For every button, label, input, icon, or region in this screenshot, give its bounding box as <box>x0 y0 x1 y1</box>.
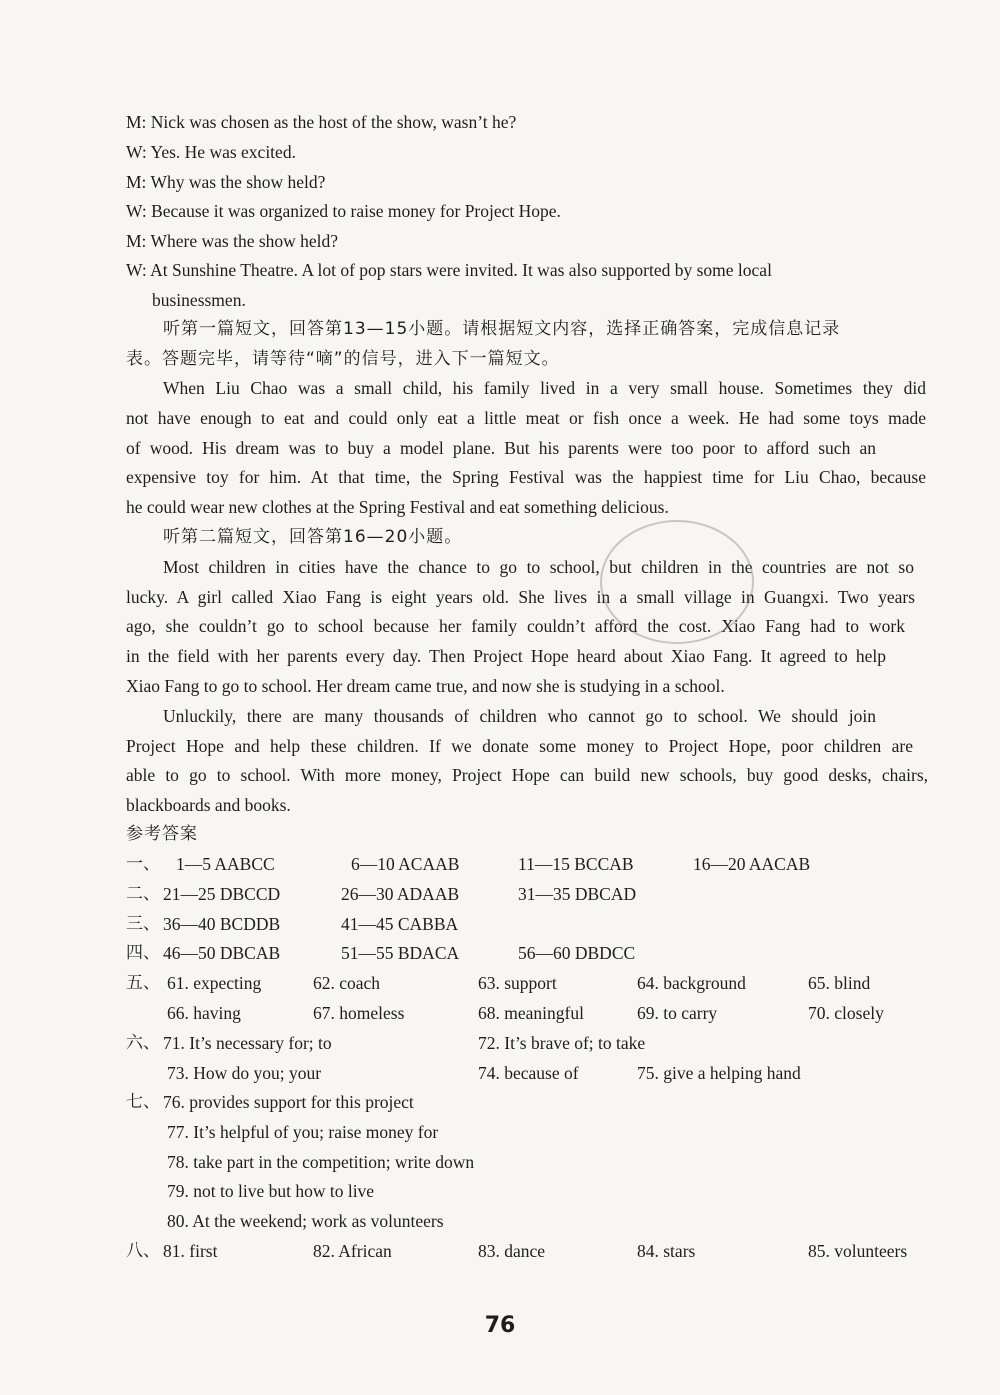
answer-item: 77. It’s helpful of you; raise money for <box>167 1122 439 1142</box>
answer-item: 31—35 DBCAD <box>518 884 637 904</box>
answer-item: 71. It’s necessary for; to <box>163 1033 332 1053</box>
dialogue-line: W: At Sunshine Theatre. A lot of pop stars were invited. It was also supported by some local <box>126 260 772 280</box>
passage-line: in the field with her parents every day. Then Project Hope heard about Xiao Fang. It agreed to help <box>126 646 886 666</box>
answer-item: 64. background <box>637 973 746 993</box>
answer-item: 80. At the weekend; work as volunteers <box>167 1211 444 1231</box>
section-prefix: 七、 <box>126 1092 160 1112</box>
passage-line: When Liu Chao was a small child, his family lived in a very small house. Sometimes they did <box>163 378 926 398</box>
dialogue-line: M: Nick was chosen as the host of the show, wasn’t he? <box>126 112 517 132</box>
dialogue-line: W: Because it was organized to raise money for Project Hope. <box>126 201 561 221</box>
answer-item: 76. provides support for this project <box>163 1092 414 1112</box>
passage-line: expensive toy for him. At that time, the Spring Festival was the happiest time for Liu Chao, because <box>126 467 926 487</box>
section-prefix: 六、 <box>126 1033 160 1053</box>
section-prefix: 四、 <box>126 943 160 963</box>
answer-item: 83. dance <box>478 1241 546 1261</box>
answer-item: 67. homeless <box>313 1003 405 1023</box>
passage-line: blackboards and books. <box>126 795 291 815</box>
passage-line: he could wear new clothes at the Spring Festival and eat something delicious. <box>126 497 669 517</box>
instruction-text: 表。答题完毕，请等待“嘀”的信号，进入下一篇短文。 <box>126 349 560 369</box>
answer-item: 75. give a helping hand <box>637 1063 801 1083</box>
answer-item: 56—60 DBDCC <box>518 943 636 963</box>
passage-line: lucky. A girl called Xiao Fang is eight years old. She lives in a small village in Guangxi. Two years <box>126 587 915 607</box>
dialogue-line: M: Why was the show held? <box>126 172 326 192</box>
passage-line: ago, she couldn’t go to school because her family couldn’t afford the cost. Xiao Fang had to work <box>126 616 905 636</box>
dialogue-line: W: Yes. He was excited. <box>126 142 296 162</box>
passage-line: Xiao Fang to go to school. Her dream came true, and now she is studying in a school. <box>126 676 725 696</box>
answers-title: 参考答案 <box>126 824 198 844</box>
passage-line: Unluckily, there are many thousands of children who cannot go to school. We should join <box>163 706 876 726</box>
passage-line: Project Hope and help these children. If we donate some money to Project Hope, poor children are <box>126 736 913 756</box>
answer-item: 36—40 BCDDB <box>163 914 281 934</box>
answer-item: 16—20 AACAB <box>693 854 811 874</box>
answer-item: 69. to carry <box>637 1003 718 1023</box>
answer-item: 62. coach <box>313 973 381 993</box>
answer-item: 68. meaningful <box>478 1003 584 1023</box>
answer-item: 41—45 CABBA <box>341 914 459 934</box>
answer-item: 82. African <box>313 1241 392 1261</box>
dialogue-line: M: Where was the show held? <box>126 231 339 251</box>
answer-item: 51—55 BDACA <box>341 943 460 963</box>
answer-item: 79. not to live but how to live <box>167 1181 375 1201</box>
section-prefix: 二、 <box>126 884 160 904</box>
answer-item: 66. having <box>167 1003 241 1023</box>
section-prefix: 一、 <box>126 854 160 874</box>
answer-item: 78. take part in the competition; write down <box>167 1152 475 1172</box>
answer-item: 73. How do you; your <box>167 1063 322 1083</box>
passage-line: able to go to school. With more money, Project Hope can build new schools, buy good desks, chairs, <box>126 765 928 785</box>
answer-item: 74. because of <box>478 1063 579 1083</box>
passage-line: of wood. His dream was to buy a model plane. But his parents were too poor to afford such an <box>126 438 876 458</box>
answer-item: 6—10 ACAAB <box>351 854 460 874</box>
answer-item: 84. stars <box>637 1241 696 1261</box>
answer-item: 70. closely <box>808 1003 884 1023</box>
answer-item: 81. first <box>163 1241 218 1261</box>
section-prefix: 三、 <box>126 914 160 934</box>
section-prefix: 五、 <box>126 973 160 993</box>
answer-item: 21—25 DBCCD <box>163 884 281 904</box>
answer-item: 65. blind <box>808 973 871 993</box>
answer-item: 1—5 AABCC <box>176 854 275 874</box>
answer-item: 46—50 DBCAB <box>163 943 281 963</box>
answer-item: 85. volunteers <box>808 1241 908 1261</box>
answer-item: 26—30 ADAAB <box>341 884 460 904</box>
answer-item: 11—15 BCCAB <box>518 854 634 874</box>
answer-item: 61. expecting <box>167 973 262 993</box>
passage-line: not have enough to eat and could only eat a little meat or fish once a week. He had some toys made <box>126 408 926 428</box>
instruction-text: 听第一篇短文，回答第13—15小题。请根据短文内容，选择正确答案，完成信息记录 <box>163 319 841 339</box>
answer-item: 63. support <box>478 973 557 993</box>
instruction-text: 听第二篇短文，回答第16—20小题。 <box>163 527 463 547</box>
passage-line: Most children in cities have the chance to go to school, but children in the countries are not so <box>163 557 914 577</box>
section-prefix: 八、 <box>126 1241 160 1261</box>
answer-item: 72. It’s brave of; to take <box>478 1033 646 1053</box>
dialogue-line: businessmen. <box>152 290 246 310</box>
stamp-mark <box>600 520 754 644</box>
page-number: 76 <box>484 1313 516 1338</box>
